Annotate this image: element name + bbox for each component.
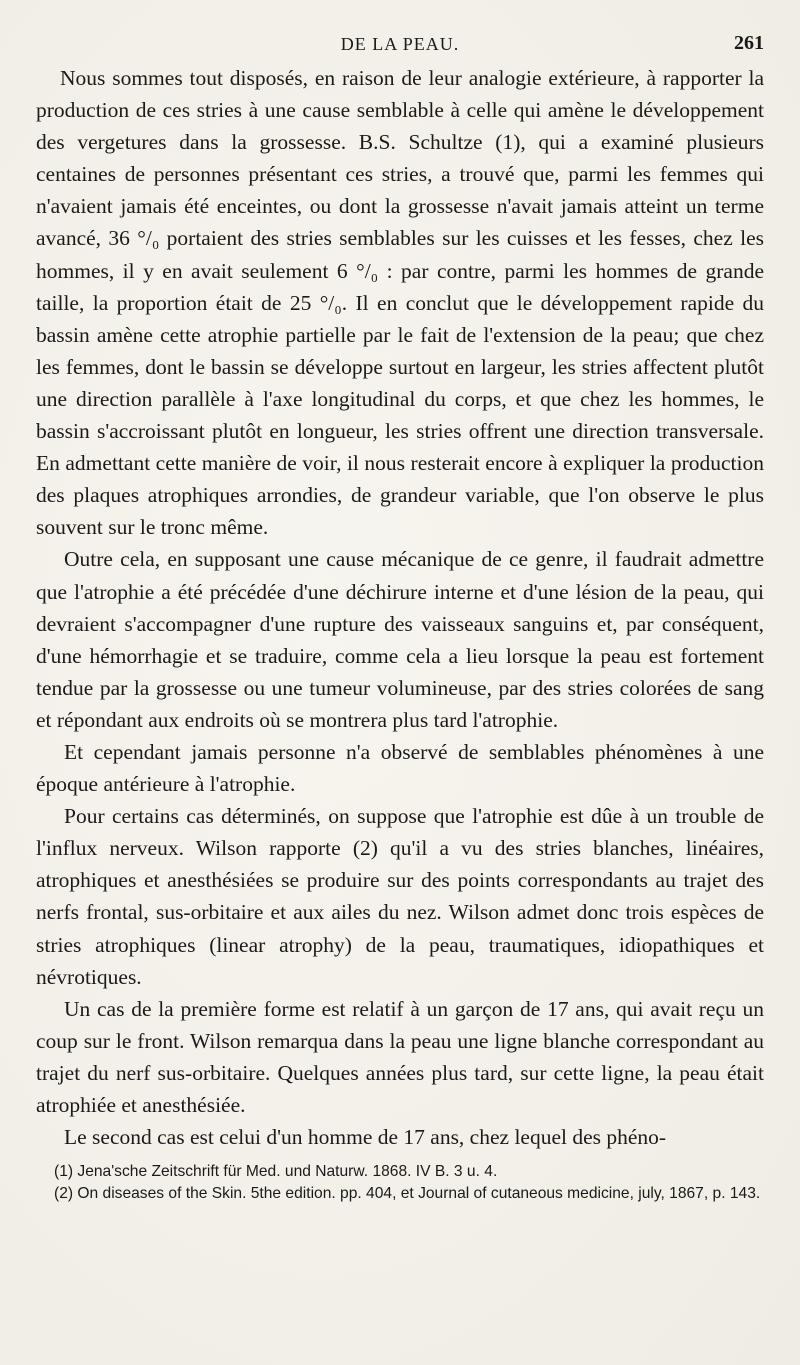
footnotes xyxy=(36,1161,764,1205)
paragraph: Un cas de la première forme est relatif à un garçon de 17 ans, qui avait reçu un coup sur le front. Wilson remarqua dans la peau une ligne blanche correspondant au trajet du nerf sus-orbitaire. Quelques années plus tard, sur cette ligne, la peau était atrophiée et anesthésiée. xyxy=(36,996,764,1117)
footnote: (1) Jena'sche Zeitschrift für Med. und Naturw. 1868. IV B. 3 u. 4. xyxy=(54,1163,498,1181)
paragraph: Et cependant jamais personne n'a observé de semblables phénomènes à une époque antérieure à l'atrophie. xyxy=(36,739,764,797)
paragraph: Nous sommes tout disposés, en raison de leur analogie extérieure, à rapporter la production de ces stries à une cause semblable à celle qui amène le développement des vergetures dans la grossesse. B.S. Schultze (1), qui a examiné plusieurs centaines de personnes présentant ces stries, a trouvé que, parmi les femmes qui n'avaient jamais été enceintes, ou dont la grossesse n'avait jamais atteint un terme avancé, 36 °/₀ portaient des stries semblables sur les cuisses et les fesses, chez les hommes, il y en avait seulement 6 °/₀ : par contre, parmi les hommes de grande taille, la proportion était de 25 °/₀. Il en conclut que le développement rapide du bassin amène cette atrophie partielle par le fait de l'extension de la peau; que chez les femmes, dont le bassin se développe surtout en largeur, les stries affectent plutôt une direction parallèle à l'axe longitudinal du corps, et que chez les hommes, le bassin s'accroissant plutôt en longueur, les stries offrent une direction transversale. En admettant cette manière de voir, il nous resterait encore à expliquer la production des plaques atrophiques arrondies, de grandeur variable, que l'on observe le plus souvent sur le tronc même. xyxy=(36,66,764,540)
paragraph: Outre cela, en supposant une cause mécanique de ce genre, il faudrait admettre que l'atrophie a été précédée d'une déchirure interne et d'une lésion de la peau, qui devraient s'accompagner d'une rupture des vaisseaux sanguins et, par conséquent, d'une hémorrhagie et se traduire, comme cela a lieu lorsque la peau est fortement tendue par la grossesse ou une tumeur volumineuse, par des stries colorées de sang et répondant aux endroits où se montrera plus tard l'atrophie. xyxy=(36,547,764,732)
running-head xyxy=(36,28,764,62)
paragraph: Pour certains cas déterminés, on suppose que l'atrophie est dûe à un trouble de l'influx nerveux. Wilson rapporte (2) qu'il a vu des stries blanches, linéaires, atrophiques et anesthésiées se produire sur des points correspondants au trajet des nerfs frontal, sus-orbitaire et aux ailes du nez. Wilson admet donc trois espèces de stries atrophiques (linear atrophy) de la peau, traumatiques, idiopathiques et névrotiques. xyxy=(36,804,764,989)
running-title: DE LA PEAU. xyxy=(340,34,460,54)
page-number: 261 xyxy=(734,32,764,54)
footnote: (2) On diseases of the Skin. 5the edition. pp. 404, et Journal of cutaneous medicine, july, 1867, p. 143. xyxy=(54,1185,761,1203)
body-text xyxy=(36,62,764,1153)
paragraph: Le second cas est celui d'un homme de 17 ans, chez lequel des phéno- xyxy=(64,1125,667,1150)
